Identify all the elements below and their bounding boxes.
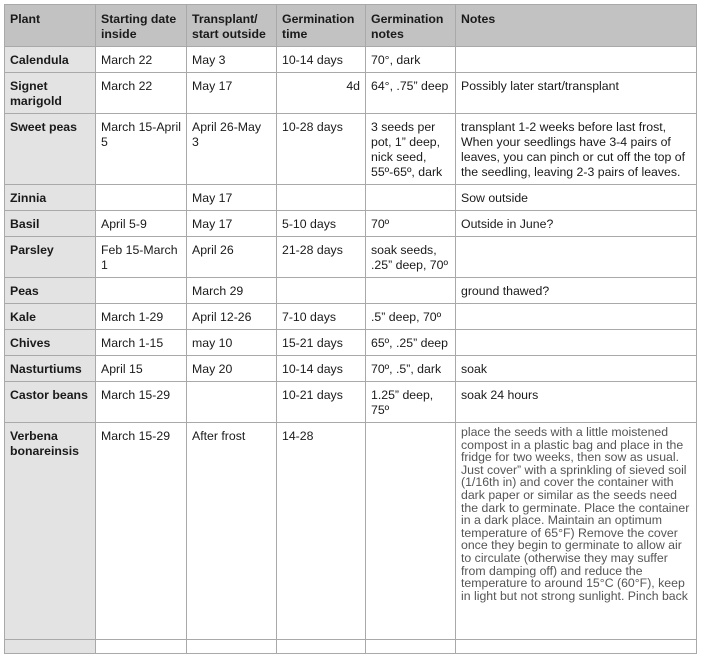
transplant-cell: may 10 (187, 330, 277, 356)
notes-cell: soak (456, 356, 697, 382)
header-germination-time: Germination time (277, 5, 366, 47)
notes-cell (456, 304, 697, 330)
plant-cell: Signet marigold (5, 73, 96, 114)
germ-notes-cell: 64°, .75” deep (366, 73, 456, 114)
plant-cell: Castor beans (5, 382, 96, 423)
start-cell: March 22 (96, 47, 187, 73)
germ-time-cell (277, 278, 366, 304)
table-row (5, 114, 697, 185)
notes-cell: transplant 1-2 weeks before last frost, When your seedlings have 3-4 pairs of leaves, you can pinch or cut off the top of the seedling, leaving 2-3 pairs of leaves. (456, 114, 697, 185)
notes-cell (456, 237, 697, 278)
table-row (5, 47, 697, 73)
start-cell: March 15-29 (96, 382, 187, 423)
start-cell: March 15-April 5 (96, 114, 187, 185)
germ-time-cell: 14-28 (277, 423, 366, 640)
transplant-cell: March 29 (187, 278, 277, 304)
table-row (5, 73, 697, 114)
germ-time-cell (277, 185, 366, 211)
plant-cell: Basil (5, 211, 96, 237)
germ-time-cell: 10-14 days (277, 356, 366, 382)
header-transplant: Transplant/ start outside (187, 5, 277, 47)
germ-time-cell: 10-21 days (277, 382, 366, 423)
notes-cell (456, 330, 697, 356)
germ-time-cell: 10-28 days (277, 114, 366, 185)
transplant-cell (187, 382, 277, 423)
transplant-cell (187, 640, 277, 654)
germ-notes-cell: .5” deep, 70º (366, 304, 456, 330)
start-cell: April 5-9 (96, 211, 187, 237)
notes-cell: soak 24 hours (456, 382, 697, 423)
transplant-cell: May 20 (187, 356, 277, 382)
table-row (5, 423, 697, 640)
table-row (5, 278, 697, 304)
germ-time-cell: 15-21 days (277, 330, 366, 356)
notes-cell: ground thawed? (456, 278, 697, 304)
germ-notes-cell: 1.25” deep, 75º (366, 382, 456, 423)
start-cell (96, 278, 187, 304)
plant-cell: Zinnia (5, 185, 96, 211)
germ-notes-cell: 70º, .5”, dark (366, 356, 456, 382)
start-cell: March 1-29 (96, 304, 187, 330)
start-cell (96, 640, 187, 654)
table-row (5, 356, 697, 382)
start-cell: March 15-29 (96, 423, 187, 640)
start-cell: March 22 (96, 73, 187, 114)
table-row (5, 304, 697, 330)
germ-notes-cell (366, 185, 456, 211)
germ-time-cell (277, 640, 366, 654)
start-cell: April 15 (96, 356, 187, 382)
germ-notes-cell: 70°, dark (366, 47, 456, 73)
header-notes: Notes (456, 5, 697, 47)
transplant-cell: May 17 (187, 73, 277, 114)
plant-cell: Chives (5, 330, 96, 356)
notes-cell (456, 640, 697, 654)
header-row (5, 5, 697, 47)
plant-cell: Kale (5, 304, 96, 330)
transplant-cell: May 3 (187, 47, 277, 73)
table-row (5, 211, 697, 237)
notes-cell (456, 47, 697, 73)
germ-notes-cell (366, 278, 456, 304)
germ-notes-cell (366, 423, 456, 640)
plant-cell (5, 640, 96, 654)
transplant-cell: After frost (187, 423, 277, 640)
germ-time-cell: 10-14 days (277, 47, 366, 73)
notes-cell: Sow outside (456, 185, 697, 211)
germ-notes-cell: 70º (366, 211, 456, 237)
transplant-cell: May 17 (187, 185, 277, 211)
germ-notes-cell: 3 seeds per pot, 1” deep, nick seed, 55º-65º, dark (366, 114, 456, 185)
germ-time-cell: 21-28 days (277, 237, 366, 278)
transplant-cell: May 17 (187, 211, 277, 237)
planting-schedule-table (4, 4, 697, 654)
transplant-cell: April 12-26 (187, 304, 277, 330)
plant-cell: Verbena bonareinsis (5, 423, 96, 640)
germ-notes-cell: soak seeds, .25” deep, 70º (366, 237, 456, 278)
table-row (5, 185, 697, 211)
start-cell: March 1-15 (96, 330, 187, 356)
notes-cell: Outside in June? (456, 211, 697, 237)
table-row (5, 237, 697, 278)
start-cell: Feb 15-March 1 (96, 237, 187, 278)
plant-cell: Nasturtiums (5, 356, 96, 382)
table-row (5, 330, 697, 356)
plant-cell: Sweet peas (5, 114, 96, 185)
germ-time-cell: 5-10 days (277, 211, 366, 237)
transplant-cell: April 26 (187, 237, 277, 278)
germ-time-cell: 4d (277, 73, 366, 114)
header-starting-date: Starting date inside (96, 5, 187, 47)
header-plant: Plant (5, 5, 96, 47)
start-cell (96, 185, 187, 211)
germ-notes-cell: 65º, .25” deep (366, 330, 456, 356)
germ-time-cell: 7-10 days (277, 304, 366, 330)
planting-table-container (4, 4, 697, 654)
table-row-empty (5, 640, 697, 654)
plant-cell: Peas (5, 278, 96, 304)
plant-cell: Calendula (5, 47, 96, 73)
table-row (5, 382, 697, 423)
notes-cell: place the seeds with a little moistened compost in a plastic bag and place in the fridge for two weeks, then sow as usual. Just cover” with a sprinkling of sieved soil (1/16th in) and cover the container with dark paper or similar as the seeds need the dark to germinate. Place the container in a dark place. Maintain an optimum temperature of 65°F) Remove the cover once they begin to germinate to allow air to circulate (otherwise they may suffer from damping off) and reduce the temperature to around 15°C (60°F), keep in light but not strong sunlight. Pinch back (456, 423, 697, 640)
header-germination-notes: Germination notes (366, 5, 456, 47)
transplant-cell: April 26-May 3 (187, 114, 277, 185)
germ-notes-cell (366, 640, 456, 654)
notes-cell: Possibly later start/transplant (456, 73, 697, 114)
plant-cell: Parsley (5, 237, 96, 278)
